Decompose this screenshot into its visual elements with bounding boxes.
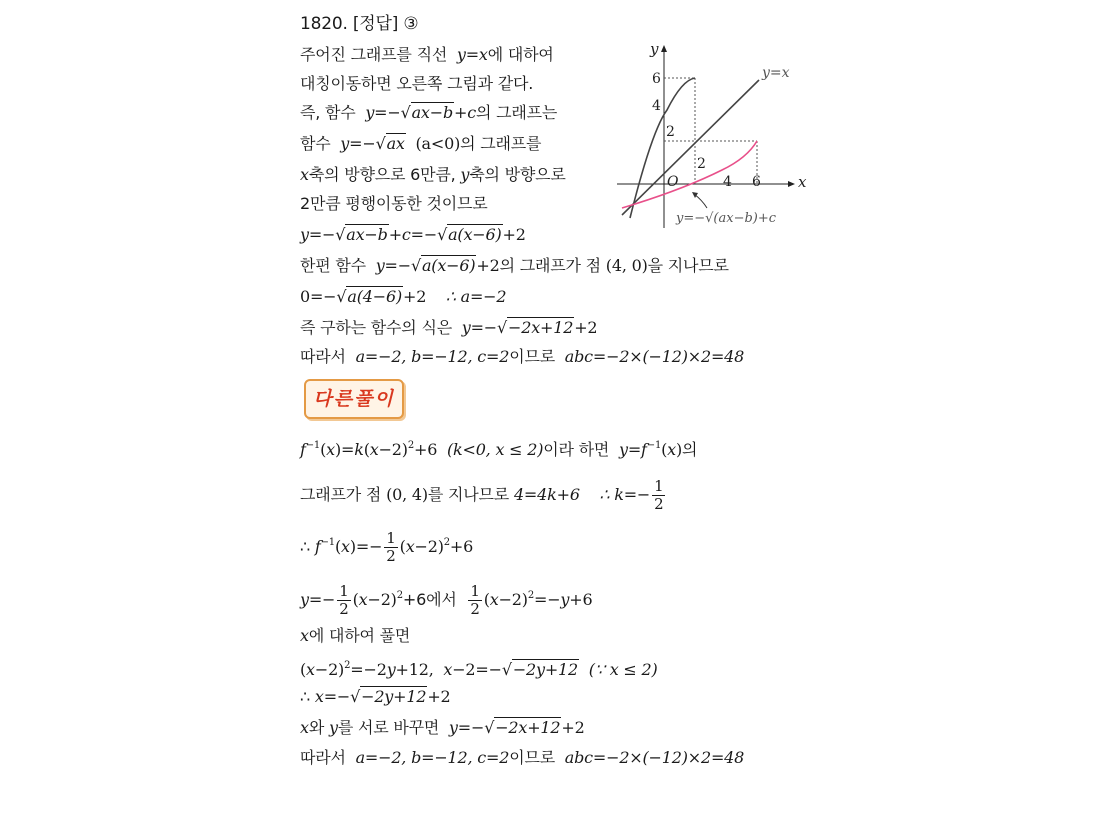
- line-7: y=−√ax−b+c=−√a(x−6)+2: [300, 225, 526, 244]
- alt-line-8: x와 y를 서로 바꾸면 y=−√−2x+12+2: [300, 718, 585, 737]
- line-1: 주어진 그래프를 직선 y=x에 대하여: [300, 45, 554, 64]
- tick-x-6: 6: [752, 174, 761, 190]
- tick-y-6: 6: [652, 71, 661, 87]
- y-axis-label: y: [650, 40, 659, 58]
- line-4: 함수 y=−√ax (a<0)의 그래프를: [300, 134, 542, 153]
- tick-y-4: 4: [652, 98, 661, 114]
- origin-label: O: [667, 174, 679, 190]
- graph-figure: [612, 40, 812, 232]
- alt-line-3: ∴ $f^{-1}(x)=-$ $\frac{1}{2}$ $(x-2)^2+6$: [300, 529, 474, 565]
- curve-label: y=−√(ax−b)+c: [676, 211, 777, 226]
- line-6: 2만큼 평행이동한 것이므로: [300, 194, 488, 213]
- y-axis-arrow-icon: [661, 45, 667, 52]
- line-10: 즉 구하는 함수의 식은 y=−√−2x+12+2: [300, 318, 598, 337]
- line-8: 한편 함수 y=−√a(x−6)+2의 그래프가 점 (4, 0)을 지나므로: [300, 256, 729, 275]
- line-label: y=x: [762, 65, 790, 81]
- alt-line-6: $(x-2)^2=-2y+12$, x−2=−√−2y+12 (∵ x ≤ 2): [300, 660, 658, 679]
- tick-x-2: 2: [697, 156, 706, 172]
- x-axis-arrow-icon: [788, 181, 795, 187]
- alt-line-2: 그래프가 점 (0, 4)를 지나므로 4=4k+6 ∴ k=− $\frac{1}{2}$: [300, 477, 664, 513]
- alt-line-5: x에 대하여 풀면: [300, 626, 411, 645]
- line-3: 즉, 함수 y=−√ax−b+c의 그래프는: [300, 103, 558, 122]
- alt-line-7: ∴ x=−√−2y+12+2: [300, 687, 451, 706]
- line-9: 0=−√a(4−6)+2 ∴ a=−2: [300, 287, 507, 306]
- alt-line-9: 따라서 a=−2, b=−12, c=2이므로 abc=−2×(−12)×2=48: [300, 748, 745, 767]
- line-11: 따라서 a=−2, b=−12, c=2이므로 abc=−2×(−12)×2=48: [300, 347, 745, 366]
- line-5: x축의 방향으로 6만큼, y축의 방향으로: [300, 165, 566, 184]
- tick-y-2: 2: [666, 124, 675, 140]
- alt-line-4: y=− $\frac{1}{2}$ $(x-2)^2+6$에서 $\frac{1}{2}$ $(x-2)^2=-y+6$: [300, 582, 593, 618]
- line-y-eq-x: [622, 80, 759, 215]
- alt-line-1: $f^{-1}(x)=k(x-2)^2+6$ (k<0, x ≤ 2)이라 하면 $y=f^{-1}(x)$의: [300, 440, 698, 459]
- x-axis-label: x: [798, 173, 807, 191]
- tick-x-4: 4: [723, 174, 732, 190]
- problem-header: 1820. [정답] ③: [300, 14, 419, 34]
- alt-solution-badge: 다른풀이: [304, 379, 404, 419]
- line-2: 대칭이동하면 오른쪽 그림과 같다.: [300, 74, 534, 93]
